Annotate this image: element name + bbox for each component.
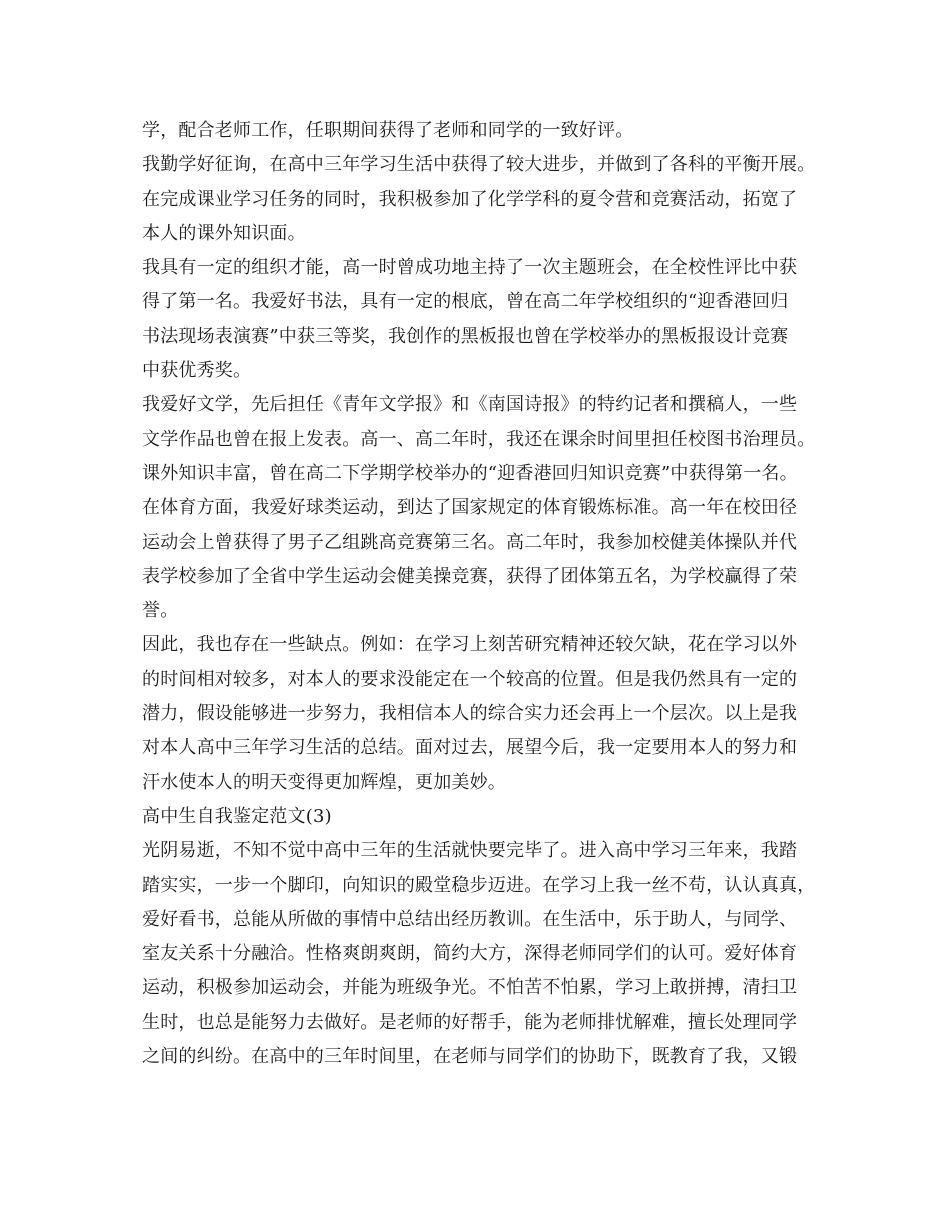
text-line: 之间的纠纷。在高中的三年时间里，在老师与同学们的协助下，既教育了我，又锻 bbox=[142, 1046, 798, 1068]
text-line: 在体育方面，我爱好球类运动，到达了国家规定的体育锻炼标准。高一年在校田径 bbox=[142, 497, 798, 519]
text-line: 中获优秀奖。 bbox=[142, 360, 252, 382]
text-line: 得了第一名。我爱好书法，具有一定的根底，曾在高二年学校组织的“迎香港回归 bbox=[142, 291, 789, 313]
text-line: 光阴易逝，不知不觉中高中三年的生活就快要完毕了。进入高中学习三年来，我踏 bbox=[142, 840, 798, 862]
text-line: 潜力，假设能够进一步努力，我相信本人的综合实力还会再上一个层次。以上是我 bbox=[142, 703, 798, 725]
text-line: 踏实实，一步一个脚印，向知识的殿堂稳步迈进。在学习上我一丝不苟，认认真真， bbox=[142, 874, 816, 896]
text-line: 文学作品也曾在报上发表。高一、高二年时，我还在课余时间里担任校图书治理员。 bbox=[142, 428, 816, 450]
text-line: 誉。 bbox=[142, 600, 179, 622]
text-line: 课外知识丰富，曾在高二下学期学校举办的“迎香港回归知识竞赛”中获得第一名。 bbox=[142, 462, 798, 484]
document-body bbox=[142, 114, 842, 1074]
text-line: 学，配合老师工作，任职期间获得了老师和同学的一致好评。 bbox=[142, 120, 634, 141]
text-line: 因此，我也存在一些缺点。例如：在学习上刻苦研究精神还较欠缺，花在学习以外 bbox=[142, 634, 798, 656]
text-line: 汗水使本人的明天变得更加辉煌，更加美妙。 bbox=[142, 771, 506, 793]
text-line: 本人的课外知识面。 bbox=[142, 222, 306, 244]
text-line: 我爱好文学，先后担任《青年文学报》和《南国诗报》的特约记者和撰稿人，一些 bbox=[142, 394, 798, 416]
text-line: 表学校参加了全省中学生运动会健美操竞赛，获得了团体第五名，为学校赢得了荣 bbox=[142, 565, 798, 587]
text-line: 我具有一定的组织才能，高一时曾成功地主持了一次主题班会，在全校性评比中获 bbox=[142, 257, 798, 279]
text-line: 高中生自我鉴定范文(3) bbox=[142, 805, 332, 827]
text-line: 对本人高中三年学习生活的总结。面对过去，展望今后，我一定要用本人的努力和 bbox=[142, 737, 798, 759]
text-line: 爱好看书，总能从所做的事情中总结出经历教训。在生活中，乐于助人，与同学、 bbox=[142, 908, 798, 930]
text-line: 在完成课业学习任务的同时，我积极参加了化学学科的夏令营和竞赛活动，拓宽了 bbox=[142, 188, 798, 210]
text-line: 我勤学好征询，在高中三年学习生活中获得了较大进步，并做到了各科的平衡开展。 bbox=[142, 154, 816, 176]
text-line: 运动会上曾获得了男子乙组跳高竞赛第三名。高二年时，我参加校健美体操队并代 bbox=[142, 531, 798, 553]
text-line: 运动，积极参加运动会，并能为班级争光。不怕苦不怕累，学习上敢拼搏，清扫卫 bbox=[142, 977, 798, 999]
text-line: 书法现场表演赛”中获三等奖，我创作的黑板报也曾在学校举办的黑板报设计竞赛 bbox=[142, 325, 789, 347]
text-line: 的时间相对较多，对本人的要求没能定在一个较高的位置。但是我仍然具有一定的 bbox=[142, 668, 798, 690]
text-line: 室友关系十分融洽。性格爽朗爽朗，简约大方，深得老师同学们的认可。爱好体育 bbox=[142, 943, 798, 965]
text-line: 生时，也总是能努力去做好。是老师的好帮手，能为老师排忧解难，擅长处理同学 bbox=[142, 1011, 798, 1033]
